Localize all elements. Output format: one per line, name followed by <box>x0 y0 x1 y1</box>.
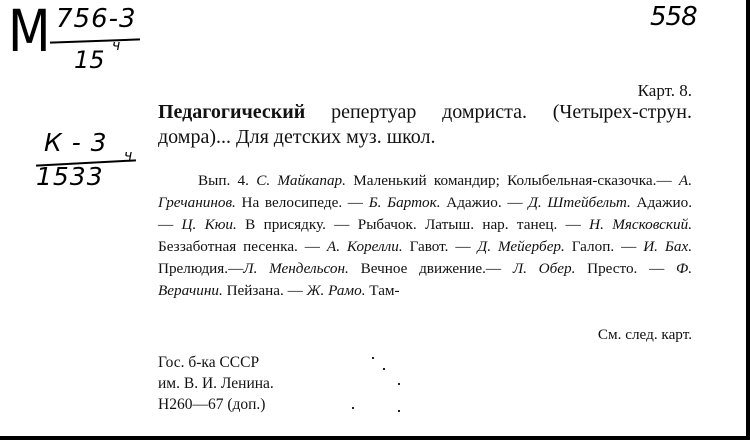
handwritten-fraction-bar <box>50 38 140 43</box>
composer-name: Д. Штейбельт. <box>528 194 631 211</box>
contents-text: Прелюдия.— <box>158 260 244 277</box>
contents-text: Адажио. — <box>440 194 529 211</box>
contents-text: Маленький командир; Колыбельная-сказочка.— <box>345 172 679 189</box>
continued-note: См. след. карт. <box>597 326 692 343</box>
handwritten-shelf-superscript: ч <box>112 38 121 54</box>
contents-text: Вечное движение.— <box>348 260 513 277</box>
contents-text: Там- <box>365 282 400 299</box>
contents-text: Вып. 4. <box>198 172 257 189</box>
speck <box>398 383 400 385</box>
composer-name: Ф. Верачини. <box>158 260 692 299</box>
handwritten-k-number: 1533 <box>36 162 104 191</box>
handwritten-shelf-subnumber: 15 <box>74 46 105 74</box>
handwritten-k-code: К - 3 <box>44 128 108 157</box>
composer-name: Л. Мендельсон. <box>243 260 349 277</box>
handwritten-shelf-number: 756-3 <box>56 4 137 34</box>
speck <box>398 410 400 412</box>
composer-name: Б. Барток. <box>368 194 441 211</box>
composer-name: Ц. Кюи. <box>181 216 237 233</box>
title-bold: Педагогический <box>158 101 306 123</box>
handwritten-corner-number: 558 <box>650 2 697 32</box>
handwritten-k-superscript: ч <box>124 148 133 164</box>
composer-name: Н. Мясковский. <box>589 216 692 233</box>
composer-name: А. Гречанинов. <box>158 172 692 211</box>
library-line-2: им. В. И. Ленина. <box>158 375 274 392</box>
composer-name: Д. Мейербер. <box>477 238 565 255</box>
composer-name: Л. Обер. <box>512 260 576 277</box>
contents-text: Галоп. — <box>564 238 644 255</box>
library-line-3: Н260—67 (доп.) <box>158 396 266 413</box>
library-imprint <box>158 352 274 415</box>
card-border-right <box>746 0 750 440</box>
library-line-1: Гос. б-ка СССР <box>158 354 260 371</box>
contents-text: Гавот. — <box>402 238 478 255</box>
contents-text: Пейзана. — <box>222 282 307 299</box>
card-number: Карт. 8. <box>637 81 692 100</box>
handwritten-letter: M <box>8 0 49 65</box>
composer-name: А. Корелли. <box>326 238 403 255</box>
contents-text: Адажио. — <box>158 194 692 233</box>
composer-name: И. Бах. <box>643 238 692 255</box>
contents-text: Престо. — <box>575 260 676 277</box>
speck <box>352 407 354 409</box>
title-rest: репертуар домриста. (Четырех-струн. домра)... Для детских муз. школ. <box>158 101 692 148</box>
contents-paragraph <box>158 170 692 302</box>
contents-text: На велосипеде. — <box>235 194 369 211</box>
card-border-bottom <box>0 436 750 440</box>
title-block <box>158 100 692 150</box>
contents-text: В присядку. — Рыбачок. Латыш. нар. танец. — <box>236 216 590 233</box>
composer-name: Ж. Рамо. <box>306 282 366 299</box>
contents-text: Беззаботная песенка. — <box>158 238 327 255</box>
speck <box>372 357 374 359</box>
speck <box>383 368 385 370</box>
composer-name: С. Майкапар. <box>256 172 346 189</box>
